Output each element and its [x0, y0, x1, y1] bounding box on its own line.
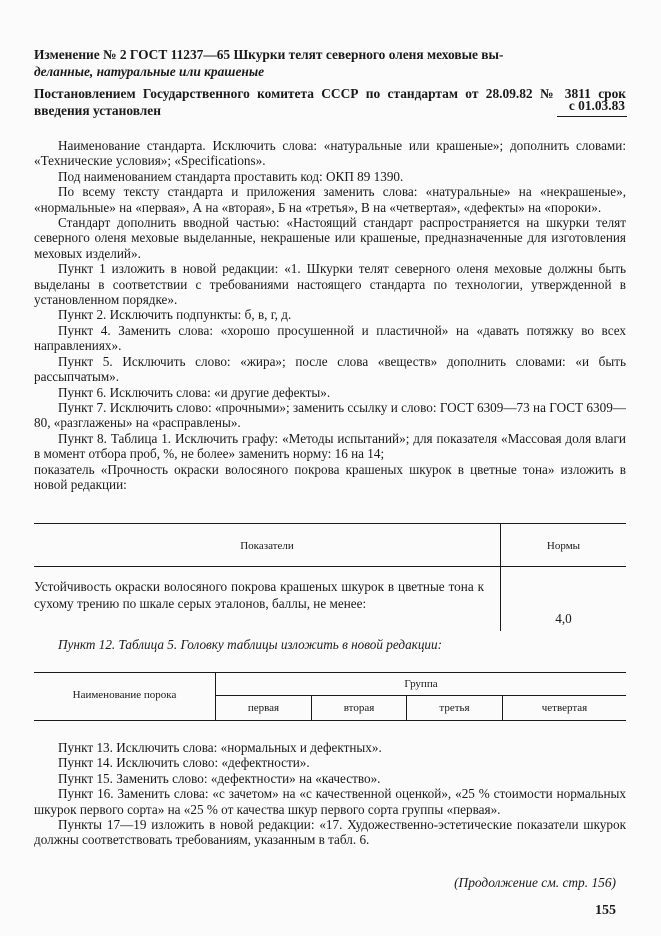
table2-header-defect: Наименование порока [72, 689, 177, 701]
punkt-12: Пункт 12. Таблица 5. Головку таблицы изложить в новой редакции: [58, 637, 443, 652]
amendment-body-continued [34, 740, 626, 848]
paragraph: Наименование стандарта. Исключить слова: «натуральные или крашеные»; дополнить словами: «Технические условия»; «Specifications». [34, 138, 626, 169]
table1-row-value: 4,0 [555, 611, 572, 626]
paragraph: Пункт 2. Исключить подпункты: б, в, г, д. [58, 307, 292, 323]
paragraph: Пункт 7. Исключить слово: «прочными»; заменить ссылку и слово: ГОСТ 6309—73 на ГОСТ 6309—80, «разглажены» на «расправлены». [34, 399, 626, 431]
page-number: 155 [595, 903, 616, 918]
table1-header-indicators: Показатели [240, 540, 294, 552]
amendment-title-line1: Изменение № 2 ГОСТ 11237—65 Шкурки телят северного оленя меховые вы- [34, 47, 504, 62]
paragraph: Пункт 8. Таблица 1. Исключить графу: «Методы испытаний»; для показателя «Массовая доля влаги в момент отбора проб, %, не более» заменить норму: 16 на 14; [34, 430, 626, 462]
paragraph: Пункт 13. Исключить слова: «нормальных и дефектных». [58, 740, 382, 755]
table2-group-rule [216, 695, 626, 696]
date-underline [557, 116, 627, 117]
paragraph: Пункт 15. Заменить слово: «дефектности» на «качество». [58, 770, 381, 786]
table2-group-third: третья [439, 702, 470, 714]
paragraph: Стандарт дополнить вводной частью: «Настоящий стандарт распространяется на шкурки телят северного оленя меховые выделанные, некрашеные или крашеные, предназначенные для изготовления меховых изделий». [34, 215, 626, 261]
amendment-body [34, 138, 626, 492]
paragraph: Пункт 16. Заменить слова: «с зачетом» на «с качественной оценкой», «25 % стоимости нормальных шкурок первого сорта» на «25 % от качества шкур первого сорта группы «первая». [34, 786, 626, 817]
paragraph: Пункт 14. Исключить слово: «дефектности». [58, 755, 310, 771]
table2-group-second: вторая [343, 702, 375, 714]
paragraph: Пункт 5. Исключить слово: «жира»; после слова «веществ» дополнить словами: «и быть рассыпчатым». [34, 353, 626, 385]
table2-group-fourth: четвертая [541, 702, 588, 714]
table1-header-norms: Нормы [546, 540, 581, 552]
amendment-title [34, 46, 626, 80]
paragraph: Пункт 4. Заменить слова: «хорошо просушенной и пластичной» на «давать потяжку во всех направлениях». [34, 322, 626, 354]
table2-top-rule [34, 672, 626, 673]
paragraph: Под наименованием стандарта проставить код: ОКП 89 1390. [58, 168, 404, 184]
resolution-text: Постановлением Государственного комитета СССР по стандартам от 28.09.82 № 3811 срок введения установлен [34, 86, 626, 118]
paragraph: показатель «Прочность окраски волосяного покрова крашеных шкурок в цветные тона» изложить в новой редакции: [34, 461, 626, 492]
table1-top-rule [34, 523, 626, 524]
paragraph: Пункты 17—19 изложить в новой редакции: «17. Художественно-эстетические показатели шкурок должны соответствовать требованиям, указанным в табл. 6. [34, 817, 626, 848]
table2-group-first: первая [247, 702, 280, 714]
table2-header-group: Группа [404, 678, 438, 690]
paragraph: По всему тексту стандарта и приложения заменить слова: «натуральные» на «некрашеные», «нормальные» на «первая», А на «вторая», Б на «третья», В на «четвертая», «дефекты» на «пороки». [34, 184, 626, 215]
amendment-title-line2: деланные, натуральные или крашеные [34, 64, 265, 79]
table2-bottom-rule [34, 720, 626, 721]
paragraph: Пункт 1 изложить в новой редакции: «1. Шкурки телят северного оленя меховые должны быть выделаны в соответствии с требованиями настоящего стандарта по технологии, утвержденной в установленном порядке». [34, 261, 626, 308]
paragraph: Пункт 6. Исключить слова: «и другие дефекты». [58, 384, 331, 400]
continuation-note: (Продолжение см. стр. 156) [454, 875, 616, 890]
effective-date: с 01.03.83 [568, 98, 625, 113]
table1-row-text: Устойчивость окраски волосяного покрова крашеных шкурок в цветные тона к сухому трению по шкале серых эталонов, баллы, не менее: [34, 579, 484, 611]
table1-header-rule [34, 566, 626, 567]
